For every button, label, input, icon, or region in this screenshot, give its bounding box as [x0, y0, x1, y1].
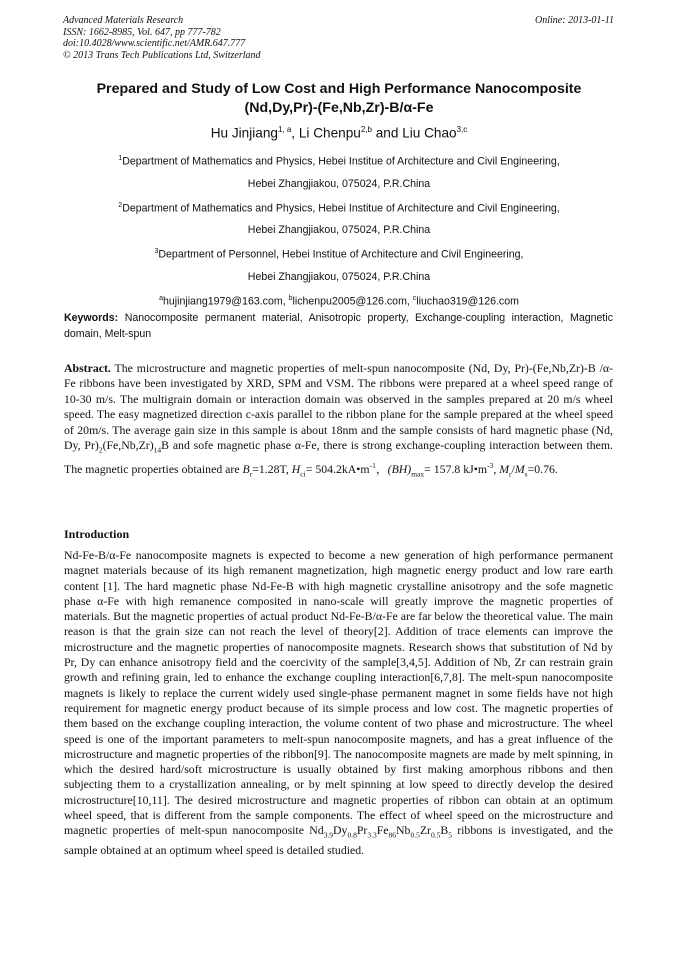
- online-date: Online: 2013-01-11: [535, 15, 614, 26]
- email-link[interactable]: liuchao319@126.com: [416, 295, 519, 308]
- introduction-body: Nd-Fe-B/α-Fe nanocomposite magnets is expected to become a new generation of high performance permanent magnet materials because of its high remanent magnetization, high magnetic energy product and low rare earth content [1]. The hard magnetic phase Nd-Fe-B with high magnetic crystalline anisotropy and the sofe magnetic phase α-Fe with high remanence composited in nano-scale will greatly improve the magnetic properties of materials. But the magnetic properties of actual product Nd-Fe-B/α-Fe are far below the theoretical value. The main reason is that the grain size can not reach the level of theory[2]. Addition of trace elements can improve the microstructure and the magnetic properties of nanocomposite magnets. Research shows that substitution of Nd by Pr, Dy can enhance anisotropy field and the coercivity of the sample[3,4,5]. Addition of Nb, Zr can restrain grain growth and refining grain, led to enhance the exchange coupling interaction[6,7,8]. The melt-spun nanocomposite magnets is likely to replace the current widely used single-phase permanent magnet in some fields have not high requirement for magnetic energy product because of its simple process and low cost. The magnetic properties of them based on the exchange coupling interaction, the volume content of two phase and microstructure. The wheel speed is one of the important parameters to melt-spun nanocomposite magnets, and has a great influence of the microstructure and magnetic properties of the ribbon[9]. The nanocomposite magnets are made by melt spinning, in which the desired hard/soft microstructure is usually obtained by first making amorphous ribbons and then subjecting them to a crystallization annealing, or by melt spinning at low speed to directly develop the desired microstructure[10,11]. The desired microstructure and magnetic properties of ribbon can obtain at an optimum wheel speed, that is different from the sample components. The effect of wheel speed on the microstructure and magnetic properties of melt-spun nanocomposite $Nd_{3.9}Dy_{0.8}Pr_{3.3}Fe_{86}Nb_{0.5}Zr_{0.5}B_5$ ribbons is investigated, and the sample obtained at an optimum wheel speed is detailed studied.: [64, 548, 613, 857]
- issn-line: ISSN: 1662-8985, Vol. 647, pp 777-782: [63, 26, 221, 38]
- keywords-text: Nanocomposite permanent material, Anisotropic property, Exchange-coupling interaction, Magnetic domain, Melt-spun: [64, 312, 613, 340]
- email-line: $^a$hujinjiang1979@163.com, $^b$lichenpu2005@126.com, $^c$liuchao319@126.com: [159, 294, 519, 308]
- abstract: Abstract. The microstructure and magnetic properties of melt-spun nanocomposite (Nd, Dy, Pr)-(Fe,Nb,Zr)-B /α-Fe ribbons have been investigated by XRD, SPM and VSM. The ribbons were prepared at a wheel speed range of 10-30 m/s. The multigrain domain or interaction domain was observed in the samples prepared at 20 m/s wheel speed. The easy magnetized direction c-axis parallel to the ribbon plane for the sample prepared at the wheel speed of 20m/s. The average gain size in this sample is about 18nm and the sample consists of hard magnetic phase (Nd, Dy, $Pr)_2(Fe,Nb,Zr)_{14}B$ and sofe magnetic phase α-Fe, there is strong exchange-coupling interaction between them. The magnetic properties obtained are $B_r=1.28T$, $H_{ci}=$ $504.2kA•m^{-1}$，$(BH)_{max}= 157.8$ $kJ•m^{-3}$, $M_r/M_s=0.76$.: [64, 361, 614, 479]
- section-heading-introduction: Introduction: [64, 527, 130, 541]
- affiliation-line: $^2$Department of Mathematics and Physics, Hebei Institue of Architecture and Civil Engineering,: [118, 201, 560, 215]
- author-name: Liu Chao: [402, 125, 457, 141]
- author-superscript: 2,b: [360, 125, 372, 134]
- keywords-label: Keywords:: [64, 312, 119, 324]
- author-list: Hu Jinjiang$^{1, a}$, Li Chenpu$^{2,b}$ and Liu Chao$^{3,c}$: [210, 125, 468, 141]
- affiliation-line: Hebei Zhangjiakou, 075024, P.R.China: [247, 177, 431, 190]
- title-line-1: Prepared and Study of Low Cost and High Performance Nanocomposite: [96, 81, 582, 97]
- affiliation-line: Hebei Zhangjiakou, 075024, P.R.China: [247, 224, 431, 237]
- journal-header: [63, 15, 261, 61]
- affiliations: [55, 148, 623, 312]
- affiliation-line: $^1$Department of Mathematics and Physics, Hebei Institue of Architecture and Civil Engineering,: [118, 155, 560, 168]
- abstract-label: Abstract.: [64, 361, 111, 375]
- email-link[interactable]: lichenpu2005@126.com: [292, 295, 407, 308]
- author-superscript: 1, a: [277, 125, 292, 134]
- email-link[interactable]: hujinjiang1979@163.com: [162, 295, 283, 308]
- author-name: Li Chenpu: [298, 125, 361, 141]
- author-name: Hu Jinjiang: [210, 125, 278, 141]
- affiliation-line: Hebei Zhangjiakou, 075024, P.R.China: [247, 270, 431, 283]
- doi-line: doi:10.4028/www.scientific.net/AMR.647.777: [63, 38, 246, 49]
- keywords: [64, 311, 613, 342]
- title-line-2: (Nd,Dy,Pr)-(Fe,Nb,Zr)-B/α-Fe: [244, 100, 434, 116]
- affiliation-line: $^3$Department of Personnel, Hebei Institue of Architecture and Civil Engineering,: [154, 248, 524, 261]
- author-superscript: 3,c: [456, 125, 468, 134]
- alloy-formula: $Nd_{3.9}Dy_{0.8}Pr_{3.3}Fe_{86}Nb_{0.5}Zr_{0.5}B_5$: [309, 823, 452, 840]
- paper-title: [55, 80, 623, 118]
- copyright-line: © 2013 Trans Tech Publications Ltd, Switzerland: [63, 49, 261, 61]
- journal-name: Advanced Materials Research: [63, 15, 184, 26]
